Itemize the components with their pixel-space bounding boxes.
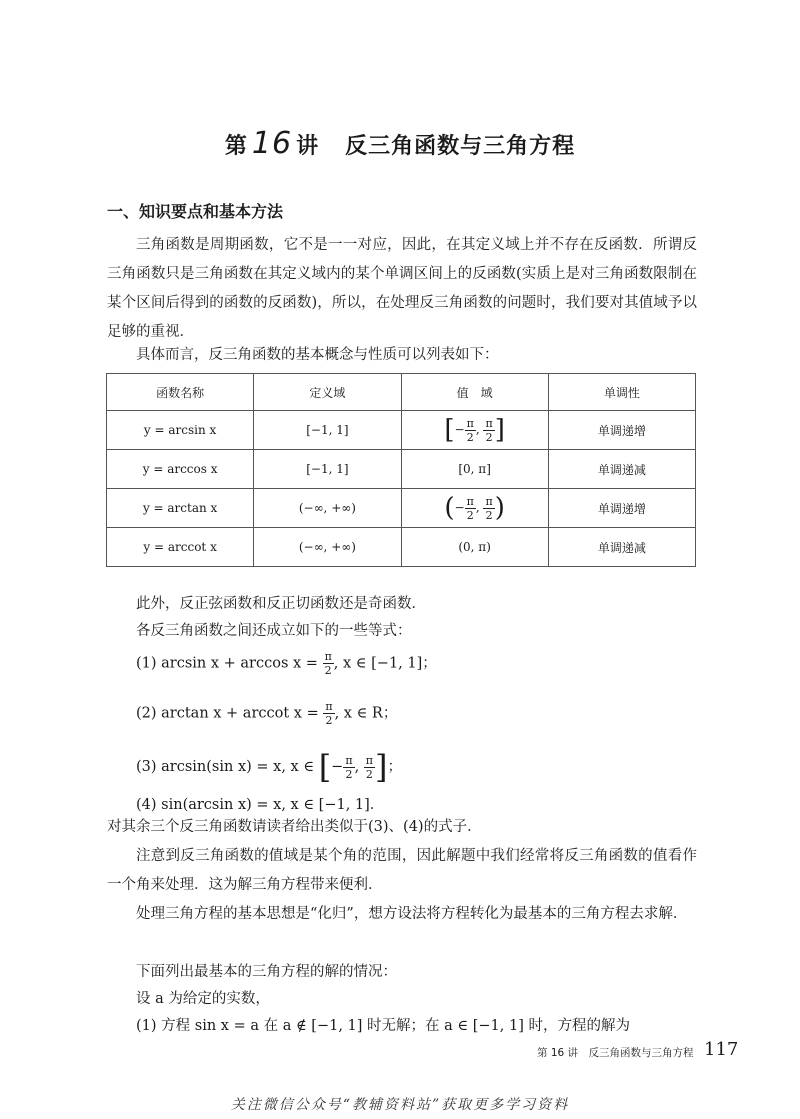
cell-name: y = arccos x <box>107 450 254 489</box>
cell-range: (− $\frac{\pi}{2}$ , $\frac{\pi}{2}$ ) <box>401 489 548 528</box>
paragraph-table-intro: 具体而言，反三角函数的基本概念与性质可以列表如下： <box>136 347 499 363</box>
table-header-row <box>107 374 696 411</box>
paragraph-intro: 三角函数是周期函数，它不是一一对应，因此，在其定义域上并不存在反函数．所谓反三角函数只是三角函数在其定义域内的某个单调区间上的反函数(实质上是对三角函数限制在某个区间后得到的函数的反函数)，所以，在处理反三角函数的问题时，我们要对其值域予以足够的重视． <box>107 237 697 340</box>
watermark: 关注微信公众号“教辅资料站”获取更多学习资料 <box>230 1097 570 1113</box>
section-heading: 一、知识要点和基本方法 <box>107 202 284 221</box>
cell-monotonicity: 单调递减 <box>548 528 695 567</box>
identity-4: (4) sin(arcsin x) = x, x ∈ [−1, 1]． <box>136 797 385 813</box>
table-row <box>107 528 696 567</box>
header-monotonicity: 单调性 <box>548 374 695 411</box>
title-suffix: 讲 <box>296 134 320 159</box>
cell-domain: [−1, 1] <box>254 411 401 450</box>
header-name: 函数名称 <box>107 374 254 411</box>
paragraph-range-note: 注意到反三角函数的值域是某个角的范围，因此解题中我们经常将反三角函数的值看作一个角来处理．这为解三角方程带来便利． <box>107 848 697 893</box>
identity-2: (2) arctan x + arccot x = $\frac{\pi}{2}$ , x ∈ R； <box>136 700 398 727</box>
paragraph-method: 处理三角方程的基本思想是“化归”，想方设法将方程转化为最基本的三角方程去求解． <box>136 906 688 922</box>
paragraph-given-a: 设 a 为给定的实数， <box>136 991 270 1007</box>
cell-domain: (−∞, +∞) <box>254 489 401 528</box>
header-domain: 定义域 <box>254 374 401 411</box>
properties-table <box>106 373 696 567</box>
paragraph-odd-functions: 此外，反正弦函数和反正切函数还是奇函数． <box>136 596 426 612</box>
cell-domain: [−1, 1] <box>254 450 401 489</box>
cell-range: [− $\frac{\pi}{2}$ , $\frac{\pi}{2}$ ] <box>401 411 548 450</box>
paragraph-basic-equations: 下面列出最基本的三角方程的解的情况： <box>136 964 397 980</box>
title-prefix: 第 <box>224 134 248 159</box>
table-row <box>107 411 696 450</box>
lecture-number: 16 <box>251 126 293 161</box>
paragraph-sin-case: (1) 方程 sin x = a 在 a ∉ [−1, 1] 时无解；在 a ∈ [−1, 1] 时，方程的解为 <box>136 1018 630 1034</box>
cell-name: y = arccot x <box>107 528 254 567</box>
table-row <box>107 489 696 528</box>
identity-1: (1) arcsin x + arccos x = $\frac{\pi}{2}$ , x ∈ [−1, 1]； <box>136 650 437 677</box>
cell-domain: (−∞, +∞) <box>254 528 401 567</box>
title-text: 反三角函数与三角方程 <box>345 134 576 159</box>
page-number: 117 <box>704 1039 739 1060</box>
cell-monotonicity: 单调递减 <box>548 450 695 489</box>
paragraph-exercise: 对其余三个反三角函数请读者给出类似于(3)、(4)的式子． <box>107 819 482 835</box>
table-row <box>107 450 696 489</box>
cell-monotonicity: 单调递增 <box>548 489 695 528</box>
paragraph-identities-intro: 各反三角函数之间还成立如下的一些等式： <box>136 623 412 639</box>
cell-name: y = arctan x <box>107 489 254 528</box>
cell-range: (0, π) <box>401 528 548 567</box>
running-footer: 第 16 讲 反三角函数与三角方程 <box>537 1047 694 1059</box>
cell-range: [0, π] <box>401 450 548 489</box>
header-range: 值 域 <box>401 374 548 411</box>
cell-monotonicity: 单调递增 <box>548 411 695 450</box>
page-title <box>0 126 800 161</box>
cell-name: y = arcsin x <box>107 411 254 450</box>
identity-3: (3) arcsin(sin x) = x, x ∈ [− $\frac{\pi}{2}$ , $\frac{\pi}{2}$ ]； <box>136 748 402 786</box>
